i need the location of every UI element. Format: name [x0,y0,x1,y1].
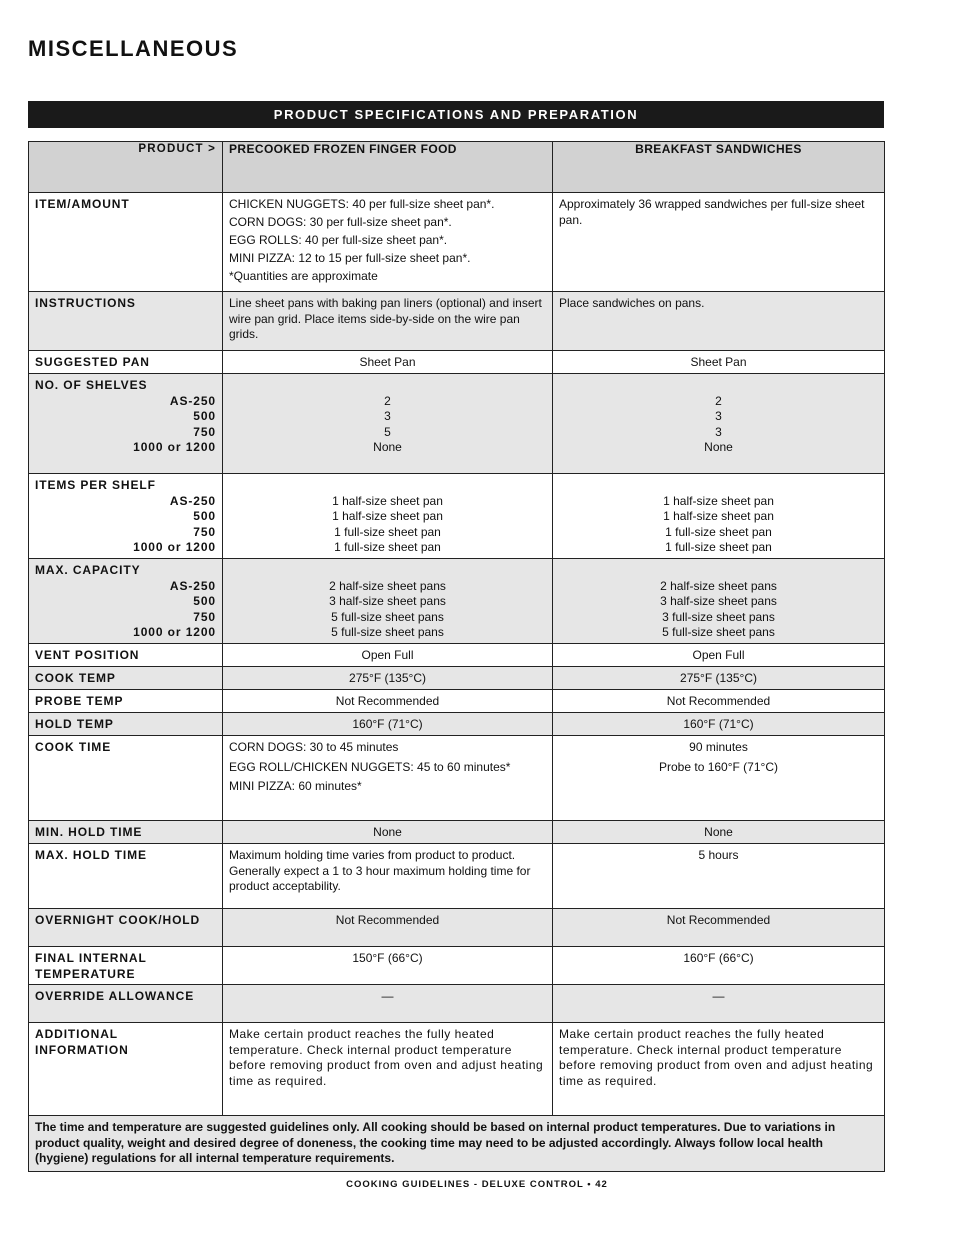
row-items-per-shelf [29,474,885,559]
model-label: 750 [193,609,216,624]
cell-finger-food: 160°F (71°C) [223,713,553,736]
row-label: VENT POSITION [29,644,223,667]
cell-finger-food [223,559,553,644]
cell-line: None [373,440,402,454]
page-title: MISCELLANEOUS [28,36,239,61]
row-hold-temp [29,713,885,736]
cell-line: 5 full-size sheet pans [662,625,775,639]
row-item-amount [29,193,885,292]
row-label: PROBE TEMP [29,690,223,713]
cell-line: 2 [715,393,722,408]
cell-breakfast [553,736,885,821]
model-label: AS-250 [169,578,216,593]
model-label: 500 [193,509,216,523]
cell-breakfast [553,474,885,559]
row-label [29,559,223,644]
cell-breakfast: 160°F (66°C) [553,947,885,985]
cell-line: 1 half-size sheet pan [332,493,443,508]
cell-finger-food: Line sheet pans with baking pan liners (optional) and insert wire pan grid. Place items side-by-side on the wire pan grids. [223,292,553,351]
cell-line: 1 half-size sheet pan [663,493,774,508]
row-label: MIN. HOLD TIME [29,821,223,844]
model-label: 750 [193,524,216,539]
cell-finger-food: Sheet Pan [223,351,553,374]
cell-line: 1 half-size sheet pan [663,509,774,523]
cell-breakfast: 5 hours [553,844,885,909]
section-banner: PRODUCT SPECIFICATIONS AND PREPARATION [28,101,884,128]
column-header-finger-food: PRECOOKED FROZEN FINGER FOOD [223,142,553,193]
row-label: ITEM/AMOUNT [29,193,223,292]
row-label [29,1023,223,1116]
cell-line: EGG ROLL/CHICKEN NUGGETS: 45 to 60 minutes* [229,759,511,774]
row-label: COOK TEMP [29,667,223,690]
model-label: 1000 or 1200 [133,540,216,554]
cell-line: CHICKEN NUGGETS: 40 per full-size sheet pan*. [229,197,495,211]
row-max-hold-time [29,844,885,909]
cell-line: 3 half-size sheet pans [660,594,777,608]
cell-breakfast: 160°F (71°C) [553,713,885,736]
cell-line: MINI PIZZA: 12 to 15 per full-size sheet pan*. [229,251,471,266]
cell-finger-food: Maximum holding time varies from product to product. Generally expect a 1 to 3 hour maximum holding time for product acceptability. [223,844,553,909]
cell-line: 2 [384,393,391,408]
cell-breakfast: Open Full [553,644,885,667]
row-cook-temp [29,667,885,690]
cell-line: Probe to 160°F (71°C) [659,759,778,774]
row-label-text: NO. OF SHELVES [35,378,148,392]
cell-breakfast: Place sandwiches on pans. [553,292,885,351]
row-additional [29,1023,885,1116]
row-min-hold-time [29,821,885,844]
model-label: AS-250 [169,393,216,408]
row-label [29,947,223,985]
row-shelves [29,374,885,474]
model-label: 1000 or 1200 [133,440,216,454]
page-footer: COOKING GUIDELINES - DELUXE CONTROL • 42 [346,1179,608,1190]
row-label: COOK TIME [29,736,223,821]
row-note [29,1116,885,1172]
model-label: 500 [193,594,216,608]
cell-finger-food [223,736,553,821]
cell-line: CORN DOGS: 30 per full-size sheet pan*. [229,215,452,230]
cell-line: CORN DOGS: 30 to 45 minutes [229,740,399,754]
cell-line: 1 half-size sheet pan [332,509,443,523]
row-instructions [29,292,885,351]
cell-line: 2 half-size sheet pans [660,578,777,593]
cell-finger-food: Make certain product reaches the fully heated temperature. Check internal product temperature before removing product from oven and adjust heating time as required. [223,1023,553,1116]
cell-line: 3 half-size sheet pans [329,594,446,608]
row-overnight [29,909,885,947]
cell-finger-food [223,374,553,474]
cell-breakfast: 275°F (135°C) [553,667,885,690]
spec-table [28,141,885,1172]
header-row [29,142,885,193]
row-label [29,374,223,474]
row-label: HOLD TEMP [29,713,223,736]
cell-line: 5 full-size sheet pans [331,625,444,639]
cell-line: 3 [715,409,722,423]
row-label-line: INFORMATION [35,1042,129,1057]
model-label: 1000 or 1200 [133,625,216,639]
cell-finger-food: — [223,985,553,1023]
cell-line: 1 full-size sheet pan [334,524,441,539]
row-cook-time [29,736,885,821]
cell-finger-food: None [223,821,553,844]
guideline-note: The time and temperature are suggested guidelines only. All cooking should be based on internal product temperatures. Due to variations in product quality, weight and desired degree of doneness, the cooking time may need to be adjusted accordingly. Always follow local health (hygiene) regulations for all internal temperature requirements. [29,1116,885,1172]
cell-breakfast: Sheet Pan [553,351,885,374]
model-label: 750 [193,424,216,439]
cell-line: 1 full-size sheet pan [665,524,772,539]
cell-line: EGG ROLLS: 40 per full-size sheet pan*. [229,233,448,248]
row-label: MAX. HOLD TIME [29,844,223,909]
cell-line: 1 full-size sheet pan [665,540,772,554]
row-label [29,474,223,559]
row-label: OVERNIGHT COOK/HOLD [29,909,223,947]
column-header-breakfast-sandwiches: BREAKFAST SANDWICHES [553,142,885,193]
cell-finger-food: Not Recommended [223,909,553,947]
row-suggested-pan [29,351,885,374]
cell-breakfast: Not Recommended [553,690,885,713]
cell-finger-food [223,474,553,559]
cell-line: 3 [384,409,391,423]
product-label: PRODUCT > [29,142,223,193]
cell-finger-food: Not Recommended [223,690,553,713]
cell-line: 90 minutes [689,740,748,754]
row-label-line: FINAL INTERNAL [35,951,147,965]
row-label-text: MAX. CAPACITY [35,563,141,577]
row-label: INSTRUCTIONS [29,292,223,351]
cell-line: None [704,440,733,454]
row-vent-position [29,644,885,667]
cell-line: 5 [384,424,391,439]
model-label: AS-250 [169,493,216,508]
cell-line: 3 full-size sheet pans [662,609,775,624]
row-probe-temp [29,690,885,713]
cell-breakfast: Not Recommended [553,909,885,947]
cell-finger-food: 275°F (135°C) [223,667,553,690]
cell-breakfast: Make certain product reaches the fully heated temperature. Check internal product temperature before removing product from oven and adjust heating time as required. [553,1023,885,1116]
row-final-internal [29,947,885,985]
cell-line: 3 [715,424,722,439]
row-override [29,985,885,1023]
row-label-text: ITEMS PER SHELF [35,478,156,492]
row-max-capacity [29,559,885,644]
row-label: OVERRIDE ALLOWANCE [29,985,223,1023]
model-label: 500 [193,409,216,423]
cell-breakfast: None [553,821,885,844]
cell-breakfast: — [553,985,885,1023]
cell-finger-food [223,193,553,292]
cell-line: 1 full-size sheet pan [334,540,441,554]
cell-line: MINI PIZZA: 60 minutes* [229,779,362,793]
cell-breakfast [553,559,885,644]
row-label-line: TEMPERATURE [35,966,136,981]
cell-line: 5 full-size sheet pans [331,609,444,624]
row-label-line: ADDITIONAL [35,1027,118,1041]
cell-finger-food: 150°F (66°C) [223,947,553,985]
cell-line: *Quantities are approximate [229,269,378,284]
cell-breakfast: Approximately 36 wrapped sandwiches per full-size sheet pan. [553,193,885,292]
cell-breakfast [553,374,885,474]
cell-finger-food: Open Full [223,644,553,667]
row-label: SUGGESTED PAN [29,351,223,374]
cell-line: 2 half-size sheet pans [329,578,446,593]
